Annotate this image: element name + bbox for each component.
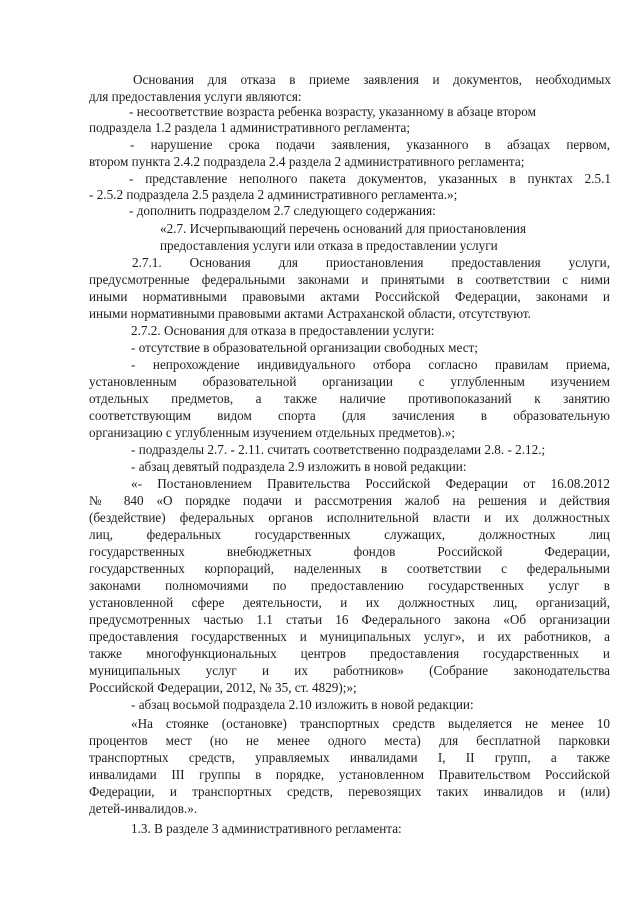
text-line: предоставления услуги или отказа в предоставлении услуги: [160, 238, 498, 253]
text-line: - абзац девятый подраздела 2.9 изложить в новой редакции:: [131, 459, 467, 474]
text-line: государственных корпораций, наделенных в соответствии с федеральными: [89, 561, 610, 576]
text-line: иными нормативными правовыми актами Российской Федерации, законами и: [89, 289, 610, 304]
text-line: детей-инвалидов.».: [89, 801, 198, 816]
text-line: законами полномочиями по предоставлению государственных услуг в: [89, 578, 610, 593]
text-line: Российской Федерации, 2012, № 35, ст. 4829);»;: [89, 680, 357, 695]
text-line: «2.7. Исчерпывающий перечень оснований для приостановления: [160, 221, 527, 236]
text-line: предоставления государственных и муниципальных услуг», и их работников, а: [89, 629, 610, 644]
text-line: организацию с углубленным изучением отдельных предметов).»;: [89, 425, 456, 440]
text-line: (бездействие) федеральных органов исполнительной власти и их должностных: [89, 510, 610, 525]
text-line: подраздела 1.2 раздела 1 административного регламента;: [89, 120, 411, 135]
text-line: - представление неполного пакета документов, указанных в пунктах 2.5.1: [129, 171, 611, 186]
text-line: «На стоянке (остановке) транспортных средств выделяется не менее 10: [131, 716, 610, 731]
text-line: предусмотренных частью 1.1 статьи 16 Федерального закона «Об организации: [89, 612, 610, 627]
text-line: - подразделы 2.7. - 2.11. считать соответственно подразделами 2.8. - 2.12.;: [131, 442, 546, 457]
text-line: также многофункциональных центров предоставления государственных и: [89, 646, 610, 661]
text-line: лиц, федеральных государственных служащих, должностных лиц: [89, 527, 610, 542]
text-line: - нарушение срока подачи заявления, указанного в абзацах первом,: [130, 137, 610, 152]
text-line: соответствующим видом спорта (для зачисления в образовательную: [89, 408, 610, 423]
text-line: - дополнить подразделом 2.7 следующего содержания:: [129, 203, 436, 218]
text-line: 2.7.2. Основания для отказа в предоставлении услуги:: [131, 323, 435, 338]
text-line: установленной сфере деятельности, и их должностных лиц, организаций,: [89, 595, 610, 610]
text-line: предусмотренные федеральными законами и принятыми в соответствии с ними: [89, 272, 610, 287]
text-line: 1.3. В разделе 3 административного регламента:: [131, 821, 402, 836]
text-line: № 840 «О порядке подачи и рассмотрения жалоб на решения и действия: [89, 493, 610, 508]
text-line: «- Постановлением Правительства Российской Федерации от 16.08.2012: [131, 476, 610, 491]
text-line: иными нормативными правовыми актами Астраханской области, отсутствуют.: [89, 306, 531, 321]
text-line: государственных внебюджетных фондов Российской Федерации,: [89, 544, 610, 559]
text-line: Основания для отказа в приеме заявления и документов, необходимых: [133, 72, 611, 87]
text-line: для предоставления услуги являются:: [89, 89, 302, 104]
text-line: - непрохождение индивидуального отбора согласно правилам приема,: [131, 357, 610, 372]
text-line: - отсутствие в образовательной организации свободных мест;: [131, 340, 478, 355]
text-line: 2.7.1. Основания для приостановления предоставления услуги,: [132, 255, 610, 270]
text-line: транспортных средств, управляемых инвалидами I, II групп, а также: [89, 750, 610, 765]
text-line: процентов мест (но не менее одного места) для бесплатной парковки: [89, 733, 610, 748]
text-line: инвалидами III группы в порядке, установленном Правительством Российской: [89, 767, 610, 782]
text-line: втором пункта 2.4.2 подраздела 2.4 раздела 2 административного регламента;: [89, 154, 525, 169]
text-line: установленным образовательной организации с углубленным изучением: [89, 374, 610, 389]
text-line: муниципальных услуг и их работников» (Собрание законодательства: [89, 663, 610, 678]
text-line: - несоответствие возраста ребенка возрасту, указанному в абзаце втором: [129, 104, 536, 119]
text-line: отдельных предметов, а также наличие противопоказаний к занятию: [89, 391, 610, 406]
text-line: - 2.5.2 подраздела 2.5 раздела 2 административного регламента.»;: [89, 187, 458, 202]
text-line: Федерации, и транспортных средств, перевозящих таких инвалидов и (или): [89, 784, 610, 799]
text-line: - абзац восьмой подраздела 2.10 изложить в новой редакции:: [131, 697, 474, 712]
